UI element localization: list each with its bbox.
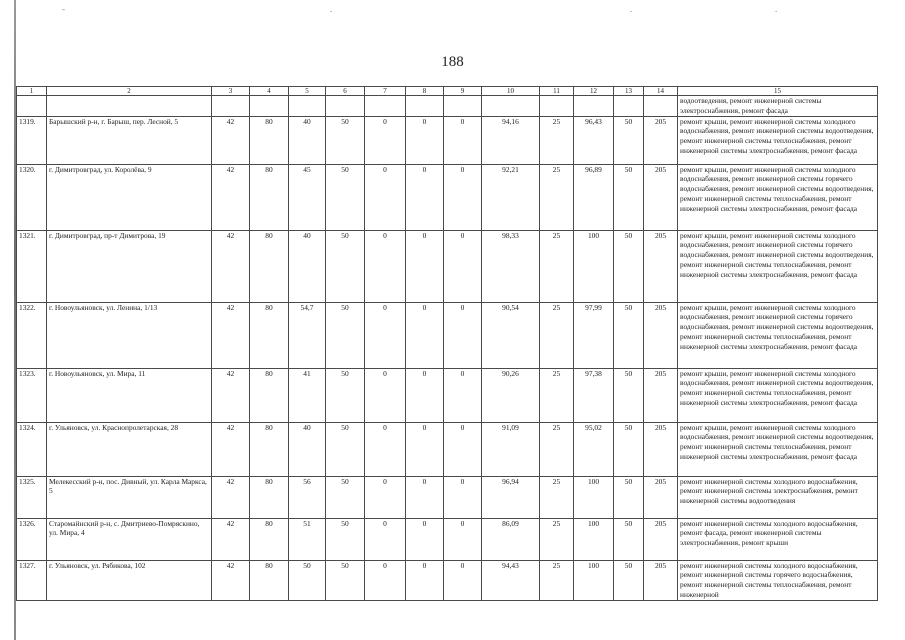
cell-col-8: 0 — [406, 518, 444, 560]
col-number-4: 4 — [250, 87, 289, 96]
cell-col-12: 97,38 — [574, 368, 614, 422]
cell-col-10: 98,33 — [482, 230, 540, 302]
cell-col-4: 80 — [250, 230, 289, 302]
row-address: г. Ульяновск, ул. Рябикова, 102 — [47, 560, 212, 600]
row-number: 1322. — [17, 302, 47, 368]
row-works: ремонт крыши, ремонт инженерной системы холодного водоснабжения, ремонт инженерной системы водоотведения, ремонт инженерной системы теплоснабжения, ремонт инженерной системы электроснабжения, ремонт фасада — [678, 368, 878, 422]
cell-col-14: 205 — [644, 230, 678, 302]
col-number-1: 1 — [17, 87, 47, 96]
cell-col-5: 50 — [289, 560, 326, 600]
row-works: ремонт инженерной системы холодного водоснабжения, ремонт инженерной системы электроснабжения, ремонт инженерной системы водоотведения — [678, 476, 878, 518]
cell-col-6: 50 — [326, 164, 365, 230]
row-address: г. Новоульяновск, ул. Мира, 11 — [47, 368, 212, 422]
cell-col-5: 41 — [289, 368, 326, 422]
cell-col-11: 25 — [540, 476, 574, 518]
cell-col-9: 0 — [444, 518, 482, 560]
cell-col-3: 42 — [212, 116, 250, 164]
cell-col-4: 80 — [250, 116, 289, 164]
cell-col-9: 0 — [444, 302, 482, 368]
cell-col-9: 0 — [444, 116, 482, 164]
cell-col-10: 96,94 — [482, 476, 540, 518]
cell-col-7: 0 — [365, 302, 406, 368]
cell-col-3: 42 — [212, 422, 250, 476]
cell-col-6: 50 — [326, 302, 365, 368]
cell-col-8: 0 — [406, 476, 444, 518]
cell-col-13: 50 — [614, 560, 644, 600]
cell-col-12: 97,99 — [574, 302, 614, 368]
row-address: г. Димитровград, ул. Королёва, 9 — [47, 164, 212, 230]
row-number: 1327. — [17, 560, 47, 600]
scan-mark: . — [330, 4, 333, 14]
row-works: ремонт крыши, ремонт инженерной системы холодного водоснабжения, ремонт инженерной системы водоотведения, ремонт инженерной системы теплоснабжения, ремонт инженерной системы электроснабжения, ремонт фасада — [678, 422, 878, 476]
cell-col-12: 96,89 — [574, 164, 614, 230]
scan-mark: - — [62, 4, 65, 14]
row-works: ремонт крыши, ремонт инженерной системы холодного водоснабжения, ремонт инженерной системы водоотведения, ремонт инженерной системы теплоснабжения, ремонт инженерной системы электроснабжения, ремонт фасада — [678, 116, 878, 164]
cell-col-8: 0 — [406, 368, 444, 422]
continuation-row — [17, 96, 878, 117]
cell-col-13: 50 — [614, 230, 644, 302]
scan-mark: . — [630, 4, 633, 14]
cell-col-6: 50 — [326, 560, 365, 600]
col-number-10: 10 — [482, 87, 540, 96]
row-number: 1326. — [17, 518, 47, 560]
cell-col-10: 90,26 — [482, 368, 540, 422]
cell-col-8: 0 — [406, 560, 444, 600]
table-body — [17, 116, 878, 600]
col-number-12: 12 — [574, 87, 614, 96]
cell-col-13: 50 — [614, 164, 644, 230]
cell-col-8: 0 — [406, 302, 444, 368]
row-works: ремонт инженерной системы холодного водоснабжения, ремонт инженерной системы горячего водоснабжения, ремонт инженерной системы теплоснабжения, ремонт инженерной — [678, 560, 878, 600]
cell-col-7: 0 — [365, 230, 406, 302]
row-address: г. Новоульяновск, ул. Ленина, 1/13 — [47, 302, 212, 368]
cell-col-9: 0 — [444, 164, 482, 230]
row-works: ремонт крыши, ремонт инженерной системы холодного водоснабжения, ремонт инженерной системы горячего водоснабжения, ремонт инженерной системы водоотведения, ремонт инженерной системы теплоснабжения, ремонт инженерной системы электроснабжения, ремонт фасада — [678, 164, 878, 230]
cell-col-11: 25 — [540, 518, 574, 560]
cell-col-11: 25 — [540, 422, 574, 476]
cell-col-7: 0 — [365, 560, 406, 600]
cell-col-13: 50 — [614, 476, 644, 518]
col-number-9: 9 — [444, 87, 482, 96]
cell-col-7: 0 — [365, 368, 406, 422]
cell-col-12: 100 — [574, 518, 614, 560]
col-number-8: 8 — [406, 87, 444, 96]
cell-col-9: 0 — [444, 422, 482, 476]
cell-col-8: 0 — [406, 230, 444, 302]
table-row — [17, 560, 878, 600]
cell-col-10: 94,16 — [482, 116, 540, 164]
cell-col-11: 25 — [540, 302, 574, 368]
cell-col-5: 56 — [289, 476, 326, 518]
row-works: ремонт инженерной системы холодного водоснабжения, ремонт фасада, ремонт инженерной системы электроснабжения, ремонт крыши — [678, 518, 878, 560]
cell-col-3: 42 — [212, 518, 250, 560]
cell-col-7: 0 — [365, 422, 406, 476]
column-number-row — [17, 87, 878, 96]
col-number-14: 14 — [644, 87, 678, 96]
cell-col-5: 40 — [289, 230, 326, 302]
cell-col-14: 205 — [644, 560, 678, 600]
cell-col-5: 40 — [289, 422, 326, 476]
row-address: Барышский р-н, г. Барыш, пер. Лесной, 5 — [47, 116, 212, 164]
cell-col-11: 25 — [540, 164, 574, 230]
row-number: 1324. — [17, 422, 47, 476]
cell-col-5: 51 — [289, 518, 326, 560]
cell-col-6: 50 — [326, 116, 365, 164]
cell-col-10: 90,54 — [482, 302, 540, 368]
row-number: 1321. — [17, 230, 47, 302]
row-address: Старомайнский р-н, с. Дмитриево-Помряскино, ул. Мира, 4 — [47, 518, 212, 560]
row-works: ремонт крыши, ремонт инженерной системы холодного водоснабжения, ремонт инженерной системы горячего водоснабжения, ремонт инженерной системы водоотведения, ремонт инженерной системы теплоснабжения, ремонт инженерной системы электроснабжения, ремонт фасада — [678, 302, 878, 368]
cell-col-9: 0 — [444, 230, 482, 302]
cell-col-3: 42 — [212, 368, 250, 422]
table-row — [17, 368, 878, 422]
cell-col-5: 54,7 — [289, 302, 326, 368]
cell-col-8: 0 — [406, 422, 444, 476]
cell-col-7: 0 — [365, 164, 406, 230]
col-number-13: 13 — [614, 87, 644, 96]
cell-col-6: 50 — [326, 230, 365, 302]
cell-col-9: 0 — [444, 368, 482, 422]
table-row — [17, 164, 878, 230]
table-row — [17, 476, 878, 518]
cell-col-6: 50 — [326, 422, 365, 476]
cell-col-5: 45 — [289, 164, 326, 230]
cell-col-12: 100 — [574, 230, 614, 302]
cell-col-11: 25 — [540, 230, 574, 302]
row-number: 1320. — [17, 164, 47, 230]
cell-col-8: 0 — [406, 116, 444, 164]
cell-col-12: 100 — [574, 476, 614, 518]
cell-col-3: 42 — [212, 164, 250, 230]
cell-col-10: 92,21 — [482, 164, 540, 230]
col-number-11: 11 — [540, 87, 574, 96]
cell-col-12: 100 — [574, 560, 614, 600]
col-number-2: 2 — [47, 87, 212, 96]
cell-col-14: 205 — [644, 518, 678, 560]
cell-col-13: 50 — [614, 518, 644, 560]
cell-col-10: 86,09 — [482, 518, 540, 560]
cell-col-4: 80 — [250, 164, 289, 230]
row-number: 1323. — [17, 368, 47, 422]
row-number: 1325. — [17, 476, 47, 518]
cell-col-4: 80 — [250, 368, 289, 422]
cell-col-6: 50 — [326, 518, 365, 560]
cell-col-7: 0 — [365, 518, 406, 560]
cell-col-3: 42 — [212, 476, 250, 518]
cell-col-7: 0 — [365, 476, 406, 518]
cell-col-14: 205 — [644, 164, 678, 230]
table-row — [17, 302, 878, 368]
table-row — [17, 116, 878, 164]
cell-col-13: 50 — [614, 302, 644, 368]
cell-col-12: 96,43 — [574, 116, 614, 164]
cell-col-4: 80 — [250, 476, 289, 518]
cell-col-11: 25 — [540, 368, 574, 422]
cell-col-14: 205 — [644, 476, 678, 518]
cell-col-8: 0 — [406, 164, 444, 230]
table-row — [17, 422, 878, 476]
cell-col-3: 42 — [212, 230, 250, 302]
cell-col-5: 40 — [289, 116, 326, 164]
cell-col-6: 50 — [326, 476, 365, 518]
col-number-15: 15 — [678, 87, 878, 96]
cell-col-3: 42 — [212, 302, 250, 368]
cell-col-13: 50 — [614, 368, 644, 422]
cell-col-4: 80 — [250, 422, 289, 476]
cell-col-4: 80 — [250, 560, 289, 600]
register-table — [16, 86, 878, 601]
cell-col-4: 80 — [250, 302, 289, 368]
col-number-7: 7 — [365, 87, 406, 96]
cell-col-11: 25 — [540, 560, 574, 600]
row-number: 1319. — [17, 116, 47, 164]
cell-col-10: 91,09 — [482, 422, 540, 476]
page-number: 188 — [441, 54, 464, 70]
row-address: г. Ульяновск, ул. Краснопролетарская, 28 — [47, 422, 212, 476]
row-address: Мелекесский р-н, пос. Дивный, ул. Карла Маркса, 5 — [47, 476, 212, 518]
cell-col-14: 205 — [644, 302, 678, 368]
cell-col-14: 205 — [644, 422, 678, 476]
cell-col-12: 95,02 — [574, 422, 614, 476]
cell-col-13: 50 — [614, 116, 644, 164]
cell-col-14: 205 — [644, 116, 678, 164]
continuation-works: водоотведения, ремонт инженерной системы электроснабжения, ремонт фасада — [678, 96, 878, 117]
cell-col-3: 42 — [212, 560, 250, 600]
col-number-5: 5 — [289, 87, 326, 96]
cell-col-13: 50 — [614, 422, 644, 476]
cell-col-6: 50 — [326, 368, 365, 422]
cell-col-7: 0 — [365, 116, 406, 164]
cell-col-9: 0 — [444, 476, 482, 518]
scan-mark: . — [775, 4, 778, 14]
cell-col-11: 25 — [540, 116, 574, 164]
table-row — [17, 230, 878, 302]
row-address: г. Димитровград, пр-т Димитрова, 19 — [47, 230, 212, 302]
cell-col-14: 205 — [644, 368, 678, 422]
table-row — [17, 518, 878, 560]
cell-col-9: 0 — [444, 560, 482, 600]
cell-col-4: 80 — [250, 518, 289, 560]
col-number-3: 3 — [212, 87, 250, 96]
col-number-6: 6 — [326, 87, 365, 96]
row-works: ремонт крыши, ремонт инженерной системы холодного водоснабжения, ремонт инженерной системы горячего водоснабжения, ремонт инженерной системы водоотведения, ремонт инженерной системы теплоснабжения, ремонт инженерной системы электроснабжения, ремонт фасада — [678, 230, 878, 302]
cell-col-10: 94,43 — [482, 560, 540, 600]
